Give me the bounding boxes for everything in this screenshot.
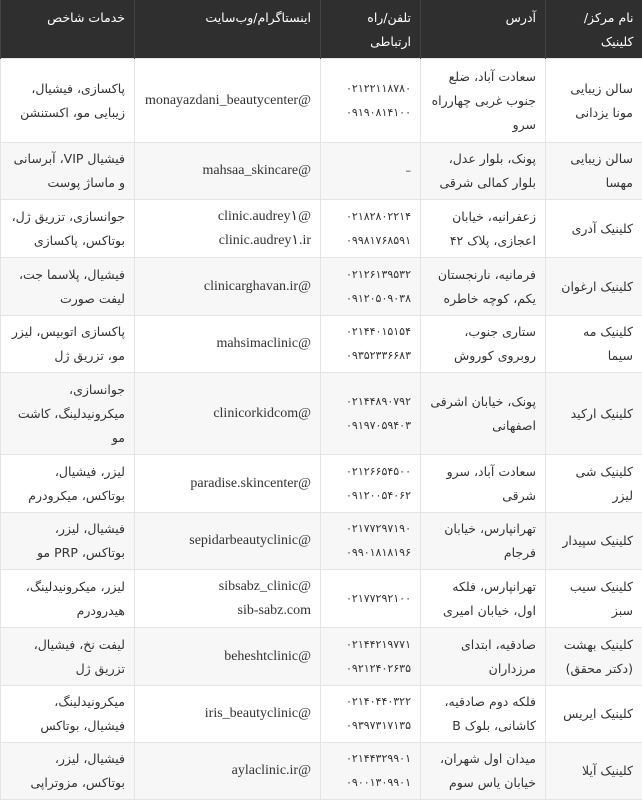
phone-cell bbox=[321, 686, 421, 743]
address-cell: تهرانپارس، خیابان فرجام bbox=[421, 513, 546, 570]
services-cell: فیشیال، لیزر، بوتاکس، PRP مو bbox=[1, 513, 135, 570]
header-services: خدمات شاخص bbox=[1, 0, 135, 59]
phone-number[interactable]: ۰۲۱۲۶۶۵۴۵۰۰ bbox=[330, 460, 411, 484]
phone-number[interactable]: – bbox=[330, 159, 411, 183]
services-cell: پاکسازی اتوبیس، لیزر مو، تزریق ژل bbox=[1, 316, 135, 373]
clinic-name-cell: کلینیک ایریس bbox=[546, 686, 642, 743]
instagram-link[interactable]: @paradise.skincenter bbox=[144, 472, 311, 496]
table-row bbox=[1, 628, 642, 686]
address-cell: صادقیه، ابتدای مرزداران bbox=[421, 628, 546, 686]
table-row bbox=[1, 743, 642, 800]
table-row bbox=[1, 373, 642, 455]
instagram-link[interactable]: @sepidarbeautyclinic bbox=[144, 529, 311, 553]
phone-cell bbox=[321, 455, 421, 513]
phone-cell bbox=[321, 316, 421, 373]
instagram-cell bbox=[135, 316, 321, 373]
services-cell: لیزر، فیشیال، بوتاکس، میکرودرم bbox=[1, 455, 135, 513]
address-cell: پونک، خیابان اشرفی اصفهانی bbox=[421, 373, 546, 455]
table-header bbox=[1, 0, 642, 59]
services-cell: میکرونیدلینگ، فیشیال، بوتاکس bbox=[1, 686, 135, 743]
clinic-name-cell: کلینیک ارغوان bbox=[546, 258, 642, 316]
instagram-link[interactable]: @iris_beautyclinic bbox=[144, 702, 311, 726]
clinic-name-cell: کلینیک سپیدار bbox=[546, 513, 642, 570]
phone-number[interactable]: ۰۲۱۸۲۸۰۲۲۱۴ bbox=[330, 205, 411, 229]
phone-number[interactable]: ۰۲۱۲۲۱۱۸۷۸۰ bbox=[330, 77, 411, 101]
instagram-cell bbox=[135, 513, 321, 570]
phone-number[interactable]: ۰۲۱۴۴۸۹۰۷۹۲ bbox=[330, 390, 411, 414]
phone-number[interactable]: ۰۹۱۲۰۵۰۹۰۳۸ bbox=[330, 287, 411, 311]
table-row bbox=[1, 143, 642, 200]
phone-number[interactable]: ۰۲۱۴۰۴۴۰۳۲۲ bbox=[330, 690, 411, 714]
clinic-name-cell: سالن زیبایی مهسا bbox=[546, 143, 642, 200]
address-cell: تهرانپارس، فلکه اول، خیابان امیری bbox=[421, 570, 546, 628]
phone-cell bbox=[321, 200, 421, 258]
instagram-link[interactable]: @monayazdani_beautycenter bbox=[144, 89, 311, 113]
instagram-link[interactable]: @mahsaa_skincare bbox=[144, 159, 311, 183]
address-cell: فرمانیه، نارنجستان یکم، کوچه خاطره bbox=[421, 258, 546, 316]
table-row bbox=[1, 258, 642, 316]
phone-cell bbox=[321, 628, 421, 686]
address-cell: فلکه دوم صادقیه، کاشانی، بلوک B bbox=[421, 686, 546, 743]
phone-number[interactable]: ۰۲۱۷۷۲۹۷۱۹۰ bbox=[330, 517, 411, 541]
header-instagram: اینستاگرام/وب‌سایت bbox=[135, 0, 321, 59]
services-cell: فیشیال، پلاسما جت، لیفت صورت bbox=[1, 258, 135, 316]
phone-number[interactable]: ۰۹۹۰۱۸۱۸۱۹۶ bbox=[330, 541, 411, 565]
clinic-name-cell: کلینیک مه سیما bbox=[546, 316, 642, 373]
clinic-name-cell: کلینیک شی لیزر bbox=[546, 455, 642, 513]
table-row bbox=[1, 455, 642, 513]
services-cell: لیزر، میکرونیدلینگ، هیدرودرم bbox=[1, 570, 135, 628]
phone-cell bbox=[321, 373, 421, 455]
address-cell: سعادت آباد، ضلع جنوب غربی چهارراه سرو bbox=[421, 59, 546, 143]
instagram-cell bbox=[135, 373, 321, 455]
instagram-cell bbox=[135, 628, 321, 686]
instagram-cell bbox=[135, 59, 321, 143]
services-cell: فیشیال، لیزر، بوتاکس، مزوتراپی bbox=[1, 743, 135, 800]
phone-number[interactable]: ۰۹۱۹۷۰۵۹۴۰۳ bbox=[330, 414, 411, 438]
phone-number[interactable]: ۰۲۱۴۴۳۲۹۹۰۱ bbox=[330, 747, 411, 771]
phone-number[interactable]: ۰۹۳۵۲۳۳۶۶۸۳ bbox=[330, 344, 411, 368]
clinic-name-cell: کلینیک ارکید bbox=[546, 373, 642, 455]
address-cell: میدان اول شهران، خیابان یاس سوم bbox=[421, 743, 546, 800]
services-cell: جوانسازی، میکرونیدلینگ، کاشت مو bbox=[1, 373, 135, 455]
instagram-link[interactable]: @mahsimaclinic bbox=[144, 332, 311, 356]
instagram-link[interactable]: @sibsabz_clinic bbox=[144, 575, 311, 599]
table-row bbox=[1, 316, 642, 373]
clinic-name-cell: کلینیک بهشت (دکتر محقق) bbox=[546, 628, 642, 686]
instagram-link[interactable]: @clinic.audrey۱ bbox=[144, 205, 311, 229]
table-row bbox=[1, 570, 642, 628]
table-row bbox=[1, 686, 642, 743]
phone-number[interactable]: ۰۲۱۲۶۱۳۹۵۳۲ bbox=[330, 263, 411, 287]
header-name: نام مرکز/ کلینیک bbox=[546, 0, 642, 59]
clinic-name-cell: کلینیک آیلا bbox=[546, 743, 642, 800]
address-cell: زعفرانیه، خیابان اعجازی، پلاک ۴۲ bbox=[421, 200, 546, 258]
address-cell: پونک، بلوار عدل، بلوار کمالی شرقی bbox=[421, 143, 546, 200]
phone-cell bbox=[321, 258, 421, 316]
instagram-cell bbox=[135, 200, 321, 258]
table-row bbox=[1, 513, 642, 570]
services-cell: فیشیال VIP، آبرسانی و ماساژ پوست bbox=[1, 143, 135, 200]
clinic-name-cell: کلینیک سیب سبز bbox=[546, 570, 642, 628]
instagram-cell bbox=[135, 686, 321, 743]
phone-cell bbox=[321, 743, 421, 800]
phone-cell bbox=[321, 143, 421, 200]
services-cell: جوانسازی، تزریق ژل، بوتاکس، پاکسازی bbox=[1, 200, 135, 258]
instagram-cell bbox=[135, 455, 321, 513]
phone-cell bbox=[321, 570, 421, 628]
instagram-cell bbox=[135, 143, 321, 200]
phone-number[interactable]: ۰۲۱۴۴۰۱۵۱۵۴ bbox=[330, 320, 411, 344]
header-address: آدرس bbox=[421, 0, 546, 59]
phone-number[interactable]: ۰۲۱۷۷۲۹۲۱۰۰ bbox=[330, 587, 411, 611]
instagram-link[interactable]: @clinicarghavan.ir bbox=[144, 275, 311, 299]
phone-number[interactable]: ۰۹۰۰۱۳۰۹۹۰۱ bbox=[330, 771, 411, 795]
phone-number[interactable]: ۰۹۲۱۲۴۰۲۶۳۵ bbox=[330, 657, 411, 681]
phone-cell bbox=[321, 59, 421, 143]
table-row bbox=[1, 200, 642, 258]
instagram-link[interactable]: @clinicorkidcom bbox=[144, 402, 311, 426]
services-cell: لیفت نخ، فیشیال، تزریق ژل bbox=[1, 628, 135, 686]
address-cell: ستاری جنوب، روبروی کوروش bbox=[421, 316, 546, 373]
table-row bbox=[1, 59, 642, 143]
phone-number[interactable]: ۰۲۱۴۴۲۱۹۷۷۱ bbox=[330, 633, 411, 657]
instagram-link[interactable]: @beheshtclinic bbox=[144, 645, 311, 669]
instagram-link[interactable]: @aylaclinic.ir bbox=[144, 759, 311, 783]
instagram-cell bbox=[135, 743, 321, 800]
phone-number[interactable]: ۰۹۹۸۱۷۶۸۵۹۱ bbox=[330, 229, 411, 253]
clinic-name-cell: کلینیک آدری bbox=[546, 200, 642, 258]
address-cell: سعادت آباد، سرو شرقی bbox=[421, 455, 546, 513]
phone-cell bbox=[321, 513, 421, 570]
instagram-link[interactable]: clinic.audrey۱.ir bbox=[144, 229, 311, 253]
header-phone: تلفن/راه ارتباطی bbox=[321, 0, 421, 59]
table-body bbox=[1, 59, 642, 800]
instagram-cell bbox=[135, 258, 321, 316]
phone-number[interactable]: ۰۹۳۹۷۳۱۷۱۳۵ bbox=[330, 714, 411, 738]
clinic-name-cell: سالن زیبایی مونا یزدانی bbox=[546, 59, 642, 143]
instagram-link[interactable]: sib-sabz.com bbox=[144, 599, 311, 623]
services-cell: پاکسازی، فیشیال، زیبایی مو، اکستنشن bbox=[1, 59, 135, 143]
phone-number[interactable]: ۰۹۱۲۰۰۵۴۰۶۲ bbox=[330, 484, 411, 508]
phone-number[interactable]: ۰۹۱۹۰۸۱۴۱۰۰ bbox=[330, 101, 411, 125]
instagram-cell bbox=[135, 570, 321, 628]
